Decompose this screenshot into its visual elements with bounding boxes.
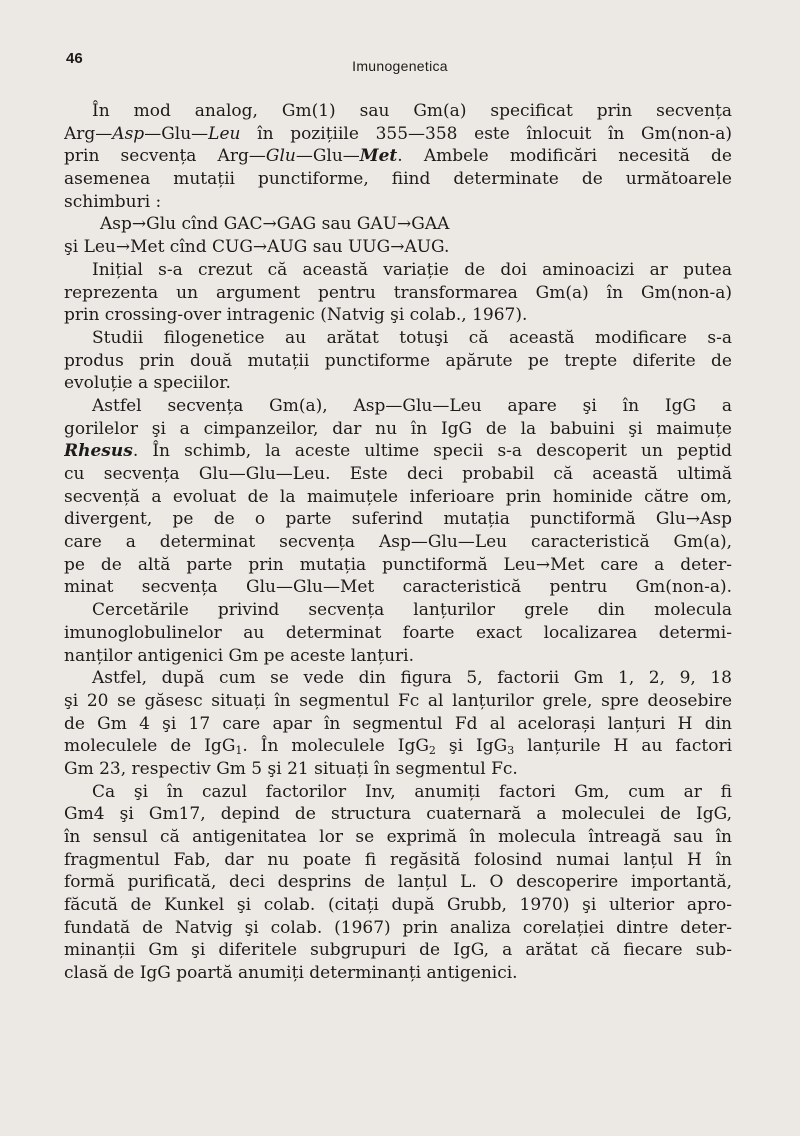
running-title: Imunogenetica [352,58,448,74]
text-line: schimburi : [64,191,162,212]
text-line: minanții Gm şi diferitele subgrupuri de IgG, a arătat că fiecare sub- [64,940,732,961]
page-number: 46 [66,50,83,67]
text-line: Astfel, după cum se vede din figura 5, factorii Gm 1, 2, 9, 18 [92,668,732,689]
text-line: asemenea mutații punctiforme, fiind determinate de următoarele [64,169,732,190]
text-line: minat secvența Glu—Glu—Met caracteristică pentru Gm(non-a). [64,577,732,598]
text-line: Cercetările privind secvența lanțurilor grele din molecula [92,600,732,621]
text-line: de Gm 4 şi 17 care apar în segmentul Fd al acelorași lanțuri H din [64,713,732,734]
text-line: şi 20 se găsesc situați în segmentul Fc al lanțurilor grele, spre deosebire [64,690,732,711]
text-line: fragmentul Fab, dar nu poate fi regăsită folosind numai lanțul H în [64,849,732,870]
text-line: Inițial s-a crezut că această variație de doi aminoacizi ar putea [92,259,732,280]
text-line: formă purificată, deci desprins de lanțul L. O descoperire importantă, [64,872,732,893]
text-line: moleculele de IgG$_1$. În moleculele IgG$_2$ şi IgG$_3$ lanțurile H au factori [64,736,732,758]
text-line: şi Leu→Met cînd CUG→AUG sau UUG→AUG. [64,237,450,258]
text-line: gorilelor şi a cimpanzeilor, dar nu în IgG de la babuini şi maimuțe [64,418,732,439]
text-line: secvență a evoluat de la maimuțele inferioare prin hominide către om, [64,486,732,507]
text-line: Studii filogenetice au arătat totuşi că această modificare s-a [92,327,732,348]
text-line: Ca şi în cazul factorilor Inv, anumiți factori Gm, cum ar fi [92,781,732,802]
text-line: fundată de Natvig şi colab. (1967) prin analiza corelației dintre deter- [64,917,732,938]
text-line: imunoglobulinelor au determinat foarte exact localizarea determi- [64,622,732,643]
text-line: în sensul că antigenitatea lor se exprimă în molecula întreagă sau în [64,827,732,847]
text-line: Gm 23, respectiv Gm 5 şi 21 situați în segmentul Fc. [64,758,518,779]
text-line: nanților antigenici Gm pe aceste lanțuri. [64,645,415,666]
text-line: evoluție a speciilor. [64,373,231,394]
page-header [0,50,800,80]
text-line: clasă de IgG poartă anumiți determinanți antigenici. [64,963,518,984]
text-line: Rhesus. În schimb, la aceste ultime specii s-a descoperit un peptid [64,441,732,462]
text-line: În mod analog, Gm(1) sau Gm(a) specificat prin secvența [92,101,732,121]
text-line: reprezenta un argument pentru transformarea Gm(a) în Gm(non-a) [64,282,732,303]
text-line: divergent, pe de o parte suferind mutația punctiformă Glu→Asp [64,509,732,530]
text-line: produs prin două mutații punctiforme apărute pe trepte diferite de [64,350,732,371]
text-line: făcută de Kunkel şi colab. (citați după Grubb, 1970) şi ulterior apro- [64,895,732,916]
text-line: Astfel secvența Gm(a), Asp—Glu—Leu apare şi în IgG a [92,395,732,416]
body-text [64,100,732,985]
text-line: prin secvența Arg—Glu—Glu—Met. Ambele modificări necesită de [64,146,732,167]
text-line: pe de altă parte prin mutația punctiformă Leu→Met care a deter- [64,554,732,575]
text-line: Asp→Glu cînd GAC→GAG sau GAU→GAA [100,214,450,235]
text-line: cu secvența Glu—Glu—Leu. Este deci probabil că această ultimă [64,464,732,484]
text-line: Arg—Asp—Glu—Leu în pozițiile 355—358 este înlocuit în Gm(non-a) [64,123,732,144]
text-line: Gm4 şi Gm17, depind de structura cuaternară a moleculei de IgG, [64,804,732,825]
text-line: prin crossing-over intragenic (Natvig şi colab., 1967). [64,305,528,326]
text-line: care a determinat secvența Asp—Glu—Leu caracteristică Gm(a), [64,532,732,553]
